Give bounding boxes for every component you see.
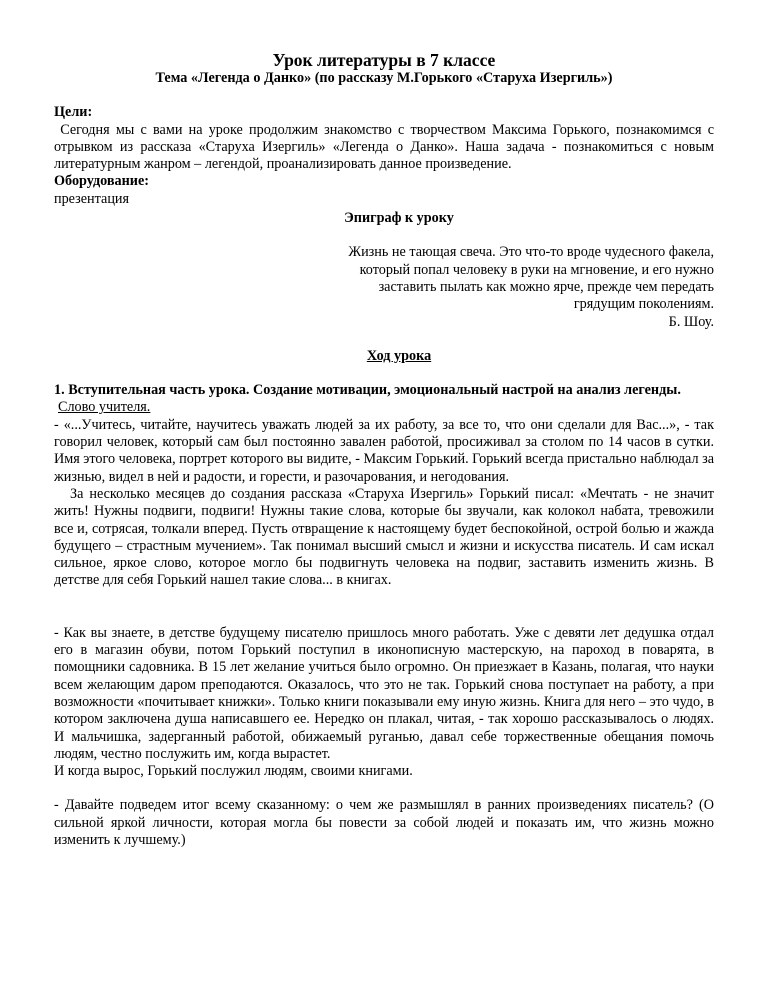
spacer [54,590,714,625]
epigraph-heading: Эпиграф к уроку [344,210,454,227]
epigraph-line: Жизнь не тающая свеча. Это что-то вроде чудесного факела, [348,244,714,261]
epigraph-line: грядущим поколениям. [573,296,714,313]
epigraph-line: заставить пылать как можно ярче, прежде чем передать [378,278,714,295]
equipment-text: презентация [54,190,130,207]
epigraph [54,244,714,330]
epigraph-author: Б. Шоу. [668,313,714,330]
goals-text: Сегодня мы с вами на уроке продолжим знакомство с творчеством Максима Горького, познакомимся с отрывком из рассказа «Старуха Изергиль» «Легенда о Данко». Наша задача - познакомиться с новым литературным жанром – легендой, проанализировать данное произведение. [54,121,718,173]
paragraph-1: - «...Учитесь, читайте, научитесь уважать людей за их работу, за все то, что они сделали для Вас...», - так говорил человек, который сам был постоянно завален работой, просиживал за столом по 14 часов в сутки. Имя этого человека, портрет которого вы видите, - Максим Горький. Горький всегда пристально наблюдал за жизнью, видел в ней и радости, и горести, и разочарования, и негодования. [54,416,714,485]
epigraph-line: который попал человеку в руки на мгновение, и его нужно [359,261,714,278]
equipment-heading: Оборудование: [54,173,149,190]
spacer [54,780,714,797]
paragraph-3: - Как вы знаете, в детстве будущему писателю пришлось много работать. Уже с девяти лет дедушка отдал его в магазин обуви, потом Горький поступил в иконописную мастерскую, на пароход в поварята, в помощники садовника. В 15 лет желание учиться было огромно. Он приезжает в Казань, полагая, что науки всем желающим даром преподаются. Оказалось, что это не так. Горький снова поступает на работу, а при возможности «почитывает книжки». Только книги показывали ему иную жизнь. Книга для него – это чудо, в котором заключена душа написавшего ее. Нередко он плакал, читая, - так хорошо рассказывалось о людях. И мальчишка, задерганный работой, обижаемый руганью, давал себе торжественные обещания помочь людям, честно послужить им, когда вырастет. [54,624,714,762]
paragraph-5: - Давайте подведем итог всему сказанному: о чем же размышлял в ранних произведениях писатель? (О сильной яркой личности, которая могла бы повести за собой людей и показать им, что жизнь можно изменить к лучшему.) [54,797,714,848]
paragraph-4: И когда вырос, Горький послужил людям, своими книгами. [54,763,413,780]
goals-heading: Цели: [54,104,93,121]
section1-heading: 1. Вступительная часть урока. Создание мотивации, эмоциональный настрой на анализ легенды. [54,382,681,399]
course-heading: Ход урока [366,347,432,364]
paragraph-2: За несколько месяцев до создания рассказа «Старуха Изергиль» Горький писал: «Мечтать - не значит жить! Нужны подвиги, подвиги! Нужны такие слова, которые бы звучали, как колокол набата, тревожили все и, сотрясая, толкали вперед. Пусть отвращение к настоящему будет беспокойной, острой болью и жажда будущего – страстным мучением». Так понимал высший смысл и жизни и искусства писатель. И сам искал сильное, яркое слово, которое могло бы подвигнуть человека на подвиг, заставить изменить жизнь. В детстве для себя Горький нашел такие слова... в книгах. [54,485,714,589]
teacher-word: Слово учителя. [58,399,151,416]
document-title: Урок литературы в 7 классе [272,50,496,70]
document-subtitle: Тема «Легенда о Данко» (по рассказу М.Горького «Старуха Изергиль») [155,70,613,86]
